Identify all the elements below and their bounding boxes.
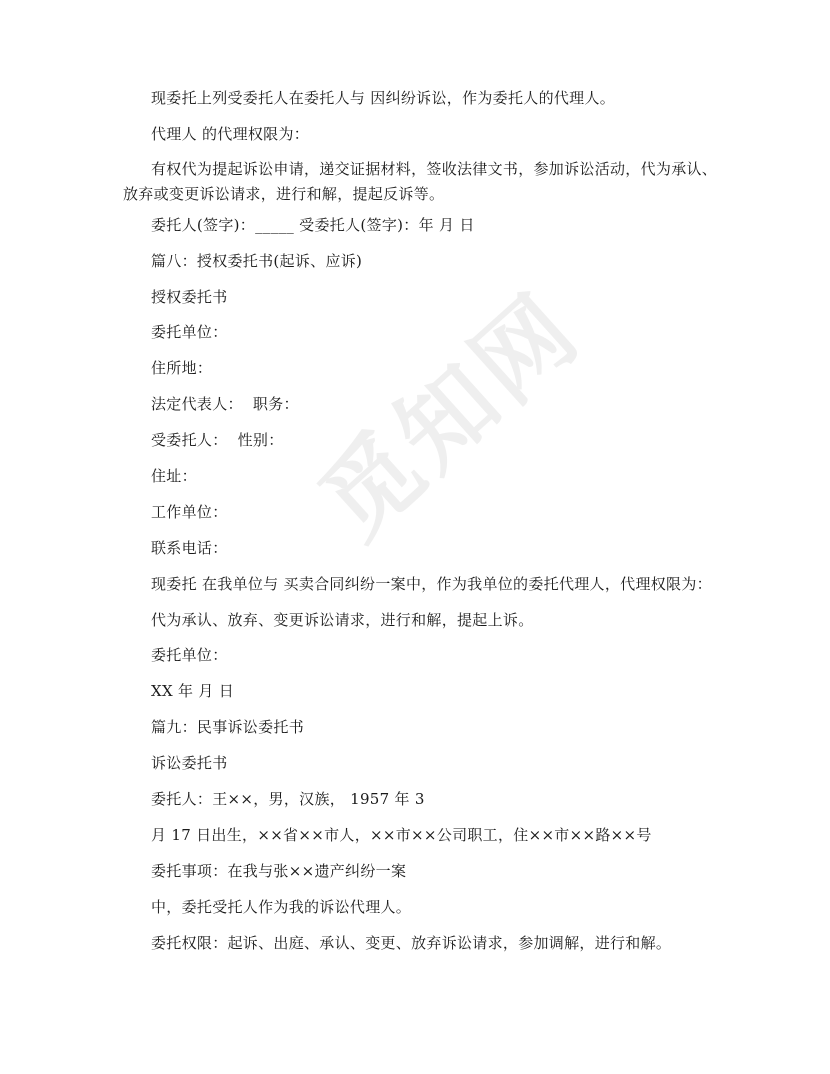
field-label: 住所地：: [151, 359, 213, 377]
paragraph-line: 现委托 在我单位与 买卖合同纠纷一案中，作为我单位的委托代理人，代理权限为：: [151, 575, 712, 593]
document-title: 诉讼委托书: [151, 754, 228, 772]
paragraph-line: 现委托上列受委托人在委托人与 因纠纷诉讼，作为委托人的代理人。: [151, 89, 616, 107]
field-label: 工作单位：: [151, 503, 228, 521]
document-title: 授权委托书: [151, 288, 228, 306]
paragraph-line: 有权代为提起诉讼申请，递交证据材料，签收法律文书，参加诉讼活动，代为承认、: [151, 160, 718, 178]
watermark: 觅知网: [298, 271, 602, 560]
field-label: 委托单位：: [151, 323, 228, 341]
paragraph-line: 代为承认、放弃、变更诉讼请求，进行和解，提起上诉。: [151, 611, 534, 629]
paragraph-line: 委托权限：起诉、出庭、承认、变更、放弃诉讼请求，参加调解，进行和解。: [151, 934, 672, 952]
field-label: 住址：: [151, 467, 197, 485]
paragraph-line: 委托人：王××，男，汉族， 1957 年 3: [151, 790, 425, 808]
field-label: 法定代表人： 职务：: [151, 395, 299, 413]
paragraph-line: 代理人 的代理权限为：: [151, 125, 310, 143]
field-label: 委托单位：: [151, 646, 228, 664]
paragraph-line: 委托事项：在我与张××遗产纠纷一案: [151, 862, 407, 880]
paragraph-line: 月 17 日出生，××省××市人，××市××公司职工，住××市××路××号: [151, 826, 652, 844]
date-line: XX 年 月 日: [151, 682, 235, 700]
paragraph-line: 中，委托受托人作为我的诉讼代理人。: [151, 898, 412, 916]
field-label: 联系电话：: [151, 539, 228, 557]
field-label: 受委托人： 性别：: [151, 431, 284, 449]
paragraph-line: 放弃或变更诉讼请求，进行和解，提起反诉等。: [123, 185, 445, 203]
signature-line: 委托人(签字)：_____ 受委托人(签字)：年 月 日: [151, 216, 475, 234]
section-heading: 篇八：授权委托书(起诉、应诉): [151, 252, 363, 270]
section-heading: 篇九：民事诉讼委托书: [151, 718, 305, 736]
